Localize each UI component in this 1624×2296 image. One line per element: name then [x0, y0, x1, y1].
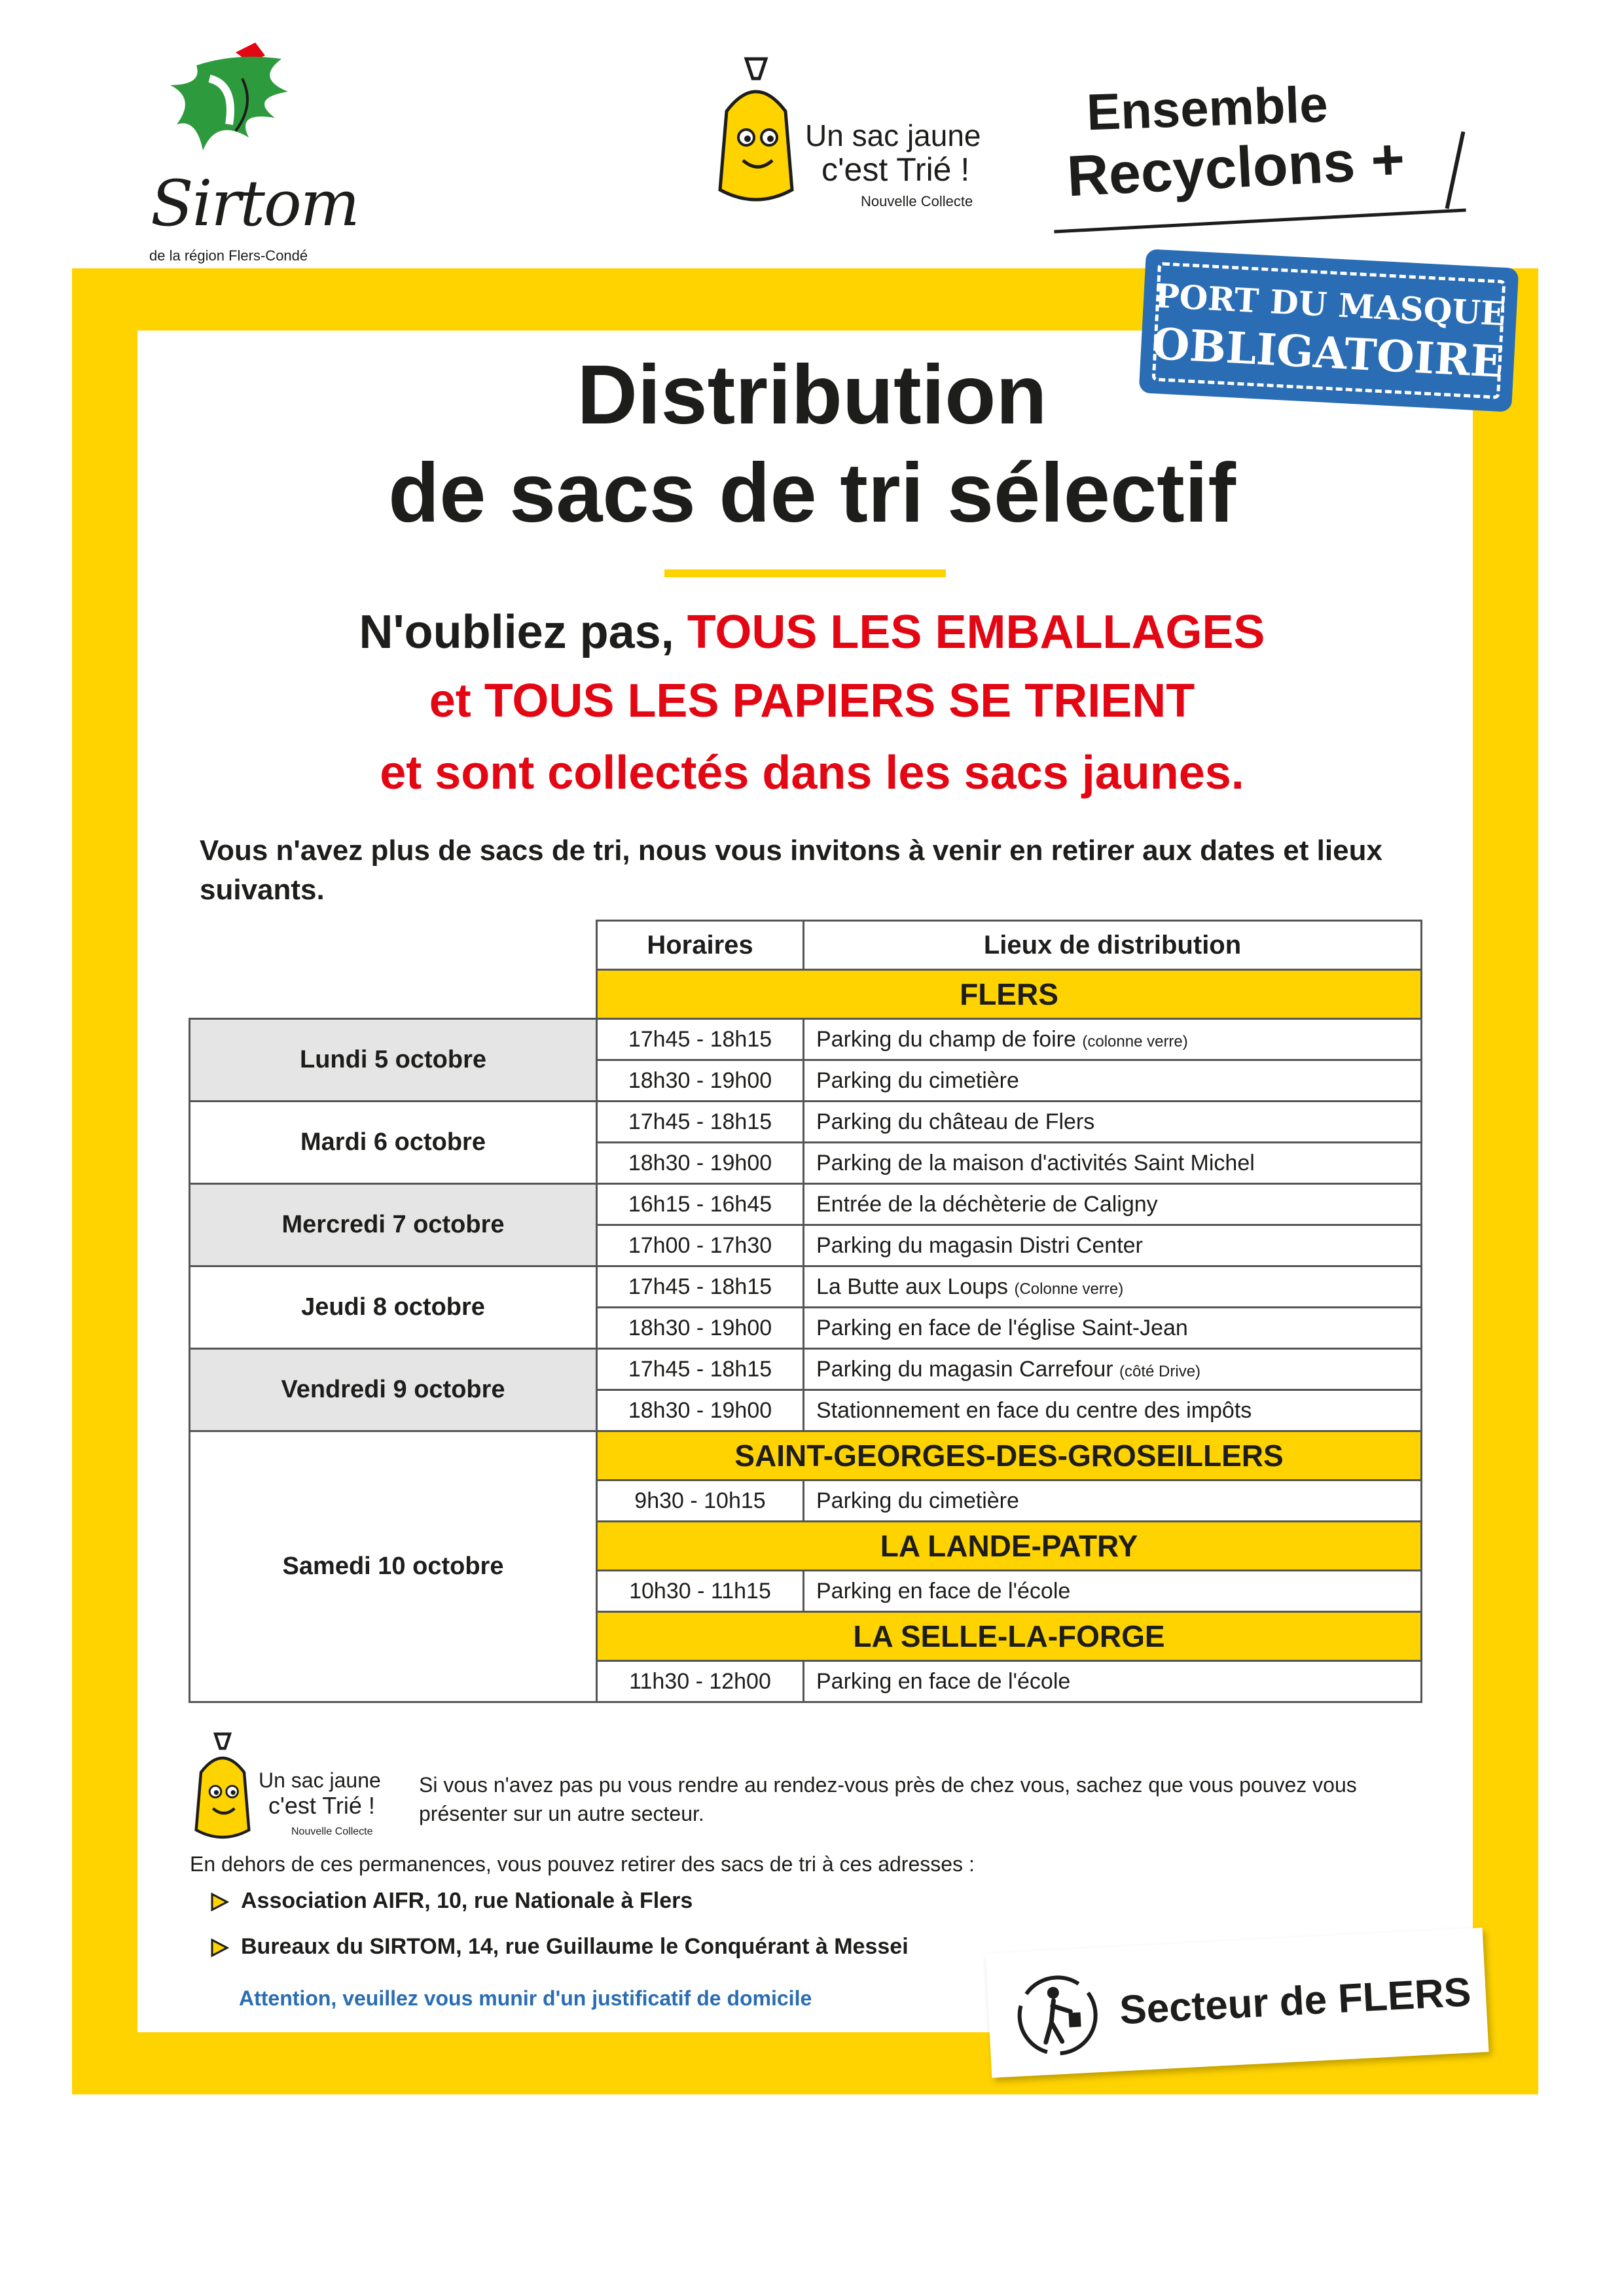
day-cell: Mardi 6 octobre: [190, 1102, 597, 1184]
play-arrow-icon: [209, 1892, 229, 1912]
city-row-flers: [190, 970, 1422, 1019]
sac-logo-line2: c'est Trié !: [821, 151, 970, 188]
table-row: [190, 1184, 1422, 1225]
hours-cell: 18h30 - 19h00: [597, 1060, 804, 1102]
play-arrow-icon: [209, 1938, 229, 1958]
message-line1-red: TOUS LES EMBALLAGES: [687, 606, 1265, 658]
sirtom-logo: [131, 39, 359, 264]
hours-cell: 17h45 - 18h15: [597, 1019, 804, 1060]
yellow-bag-mascot-icon: [707, 52, 805, 209]
address-text: Bureaux du SIRTOM, 14, rue Guillaume le Conquérant à Messei: [241, 1934, 909, 1959]
message-line3: et sont collectés dans les sacs jaunes.: [380, 747, 1244, 799]
sirtom-emblem-icon: [157, 39, 301, 170]
city-name: FLERS: [597, 970, 1422, 1019]
place-cell: La Butte aux Loups (Colonne verre): [804, 1266, 1422, 1308]
place-cell: Parking de la maison d'activités Saint Michel: [804, 1143, 1422, 1184]
slogan-underline: [1054, 209, 1466, 234]
sirtom-subtitle: de la région Flers-Condé: [149, 247, 308, 264]
slogan-line2: Recyclons +: [1065, 126, 1407, 209]
hours-cell: 17h45 - 18h15: [597, 1266, 804, 1308]
distribution-table: [189, 920, 1420, 1703]
message-line2: et TOUS LES PAPIERS SE TRIENT: [429, 675, 1195, 727]
day-cell: Jeudi 8 octobre: [190, 1266, 597, 1349]
hours-cell: 18h30 - 19h00: [597, 1143, 804, 1184]
sac-logo-line3: Nouvelle Collecte: [861, 193, 973, 209]
place-note: (colonne verre): [1082, 1032, 1188, 1050]
sac-jaune-logo: [707, 52, 1021, 223]
message-line1: [65, 605, 1559, 659]
city-name: LA SELLE-LA-FORGE: [597, 1612, 1422, 1661]
hours-cell: 10h30 - 11h15: [597, 1571, 804, 1612]
sac-logo-line3: Nouvelle Collecte: [291, 1826, 373, 1837]
table-row: [190, 1349, 1422, 1390]
place-cell: Parking du cimetière: [804, 1480, 1422, 1522]
outside-hours-text: En dehors de ces permanences, vous pouvez retirer des sacs de tri à ces adresses :: [190, 1852, 975, 1876]
place-cell: Parking en face de l'église Saint-Jean: [804, 1308, 1422, 1349]
hours-cell: 18h30 - 19h00: [597, 1308, 804, 1349]
sac-logo-line1: Un sac jaune: [259, 1768, 381, 1792]
hours-cell: 17h00 - 17h30: [597, 1225, 804, 1266]
message-line1-dark: N'oubliez pas,: [359, 606, 687, 658]
sac-logo-line1: Un sac jaune: [805, 118, 981, 152]
place-cell: Parking du magasin Carrefour (côté Drive): [804, 1349, 1422, 1390]
intro-text: Vous n'avez plus de sacs de tri, nous vous invitons à venir en retirer aux dates et lieux suivants.: [200, 834, 1382, 906]
hours-cell: 17h45 - 18h15: [597, 1102, 804, 1143]
place-cell: Parking du champ de foire (colonne verre): [804, 1019, 1422, 1060]
day-cell: Lundi 5 octobre: [190, 1019, 597, 1102]
slogan-line1: Ensemble: [1085, 75, 1329, 141]
slogan-slash: [1445, 132, 1466, 209]
place-cell: Parking du château de Flers: [804, 1102, 1422, 1143]
sac-jaune-logo-small: [187, 1728, 403, 1859]
table-header-row: [190, 921, 1422, 970]
place-cell: Entrée de la déchèterie de Caligny: [804, 1184, 1422, 1225]
place-cell: Parking en face de l'école: [804, 1571, 1422, 1612]
address-text: Association AIFR, 10, rue Nationale à Flers: [241, 1888, 693, 1913]
day-cell: Samedi 10 octobre: [190, 1431, 597, 1702]
sector-label: Secteur de FLERS: [1118, 1969, 1472, 2034]
page-title-line1: Distribution: [577, 348, 1047, 442]
attention-note: Attention, veuillez vous munir d'un justificatif de domicile: [239, 1986, 812, 2010]
badge-line2: OBLIGATOIRE: [1150, 317, 1505, 387]
recycling-person-icon: [1013, 1971, 1102, 2060]
city-name: SAINT-GEORGES-DES-GROSEILLERS: [597, 1431, 1422, 1480]
place-cell: Stationnement en face du centre des impôts: [804, 1390, 1422, 1431]
table-row: [190, 1102, 1422, 1143]
day-cell: Mercredi 7 octobre: [190, 1184, 597, 1266]
hours-cell: 16h15 - 16h45: [597, 1184, 804, 1225]
day-cell: Vendredi 9 octobre: [190, 1349, 597, 1431]
sac-logo-line2: c'est Trié !: [268, 1792, 375, 1819]
column-header-hours: Horaires: [597, 921, 804, 970]
column-header-places: Lieux de distribution: [804, 921, 1422, 970]
city-row: [190, 1431, 1422, 1480]
place-cell: Parking du cimetière: [804, 1060, 1422, 1102]
sector-card: [986, 1928, 1489, 2078]
ensemble-recyclons-slogan: [1054, 72, 1473, 236]
other-sector-note: Si vous n'avez pas pu vous rendre au rendez-vous près de chez vous, sachez que vous pouvez vous présenter sur un autre secteur.: [419, 1773, 1357, 1825]
hours-cell: 9h30 - 10h15: [597, 1480, 804, 1522]
badge-line1: PORT DU MASQUE: [1153, 276, 1507, 334]
hours-cell: 11h30 - 12h00: [597, 1661, 804, 1702]
place-note: (Colonne verre): [1014, 1280, 1124, 1298]
place-cell: Parking en face de l'école: [804, 1661, 1422, 1702]
title-divider: [664, 569, 946, 577]
address-item: [209, 1888, 693, 1914]
table-row: [190, 1266, 1422, 1308]
place-note: (côté Drive): [1119, 1362, 1201, 1380]
page-title-line2: de sacs de tri sélectif: [388, 446, 1236, 540]
place-cell: Parking du magasin Distri Center: [804, 1225, 1422, 1266]
sirtom-name: Sirtom: [151, 167, 359, 240]
table-row: [190, 1019, 1422, 1060]
hours-cell: 17h45 - 18h15: [597, 1349, 804, 1390]
hours-cell: 18h30 - 19h00: [597, 1390, 804, 1431]
address-item: [209, 1934, 909, 1960]
city-name: LA LANDE-PATRY: [597, 1522, 1422, 1571]
yellow-bag-mascot-icon: [187, 1728, 259, 1846]
